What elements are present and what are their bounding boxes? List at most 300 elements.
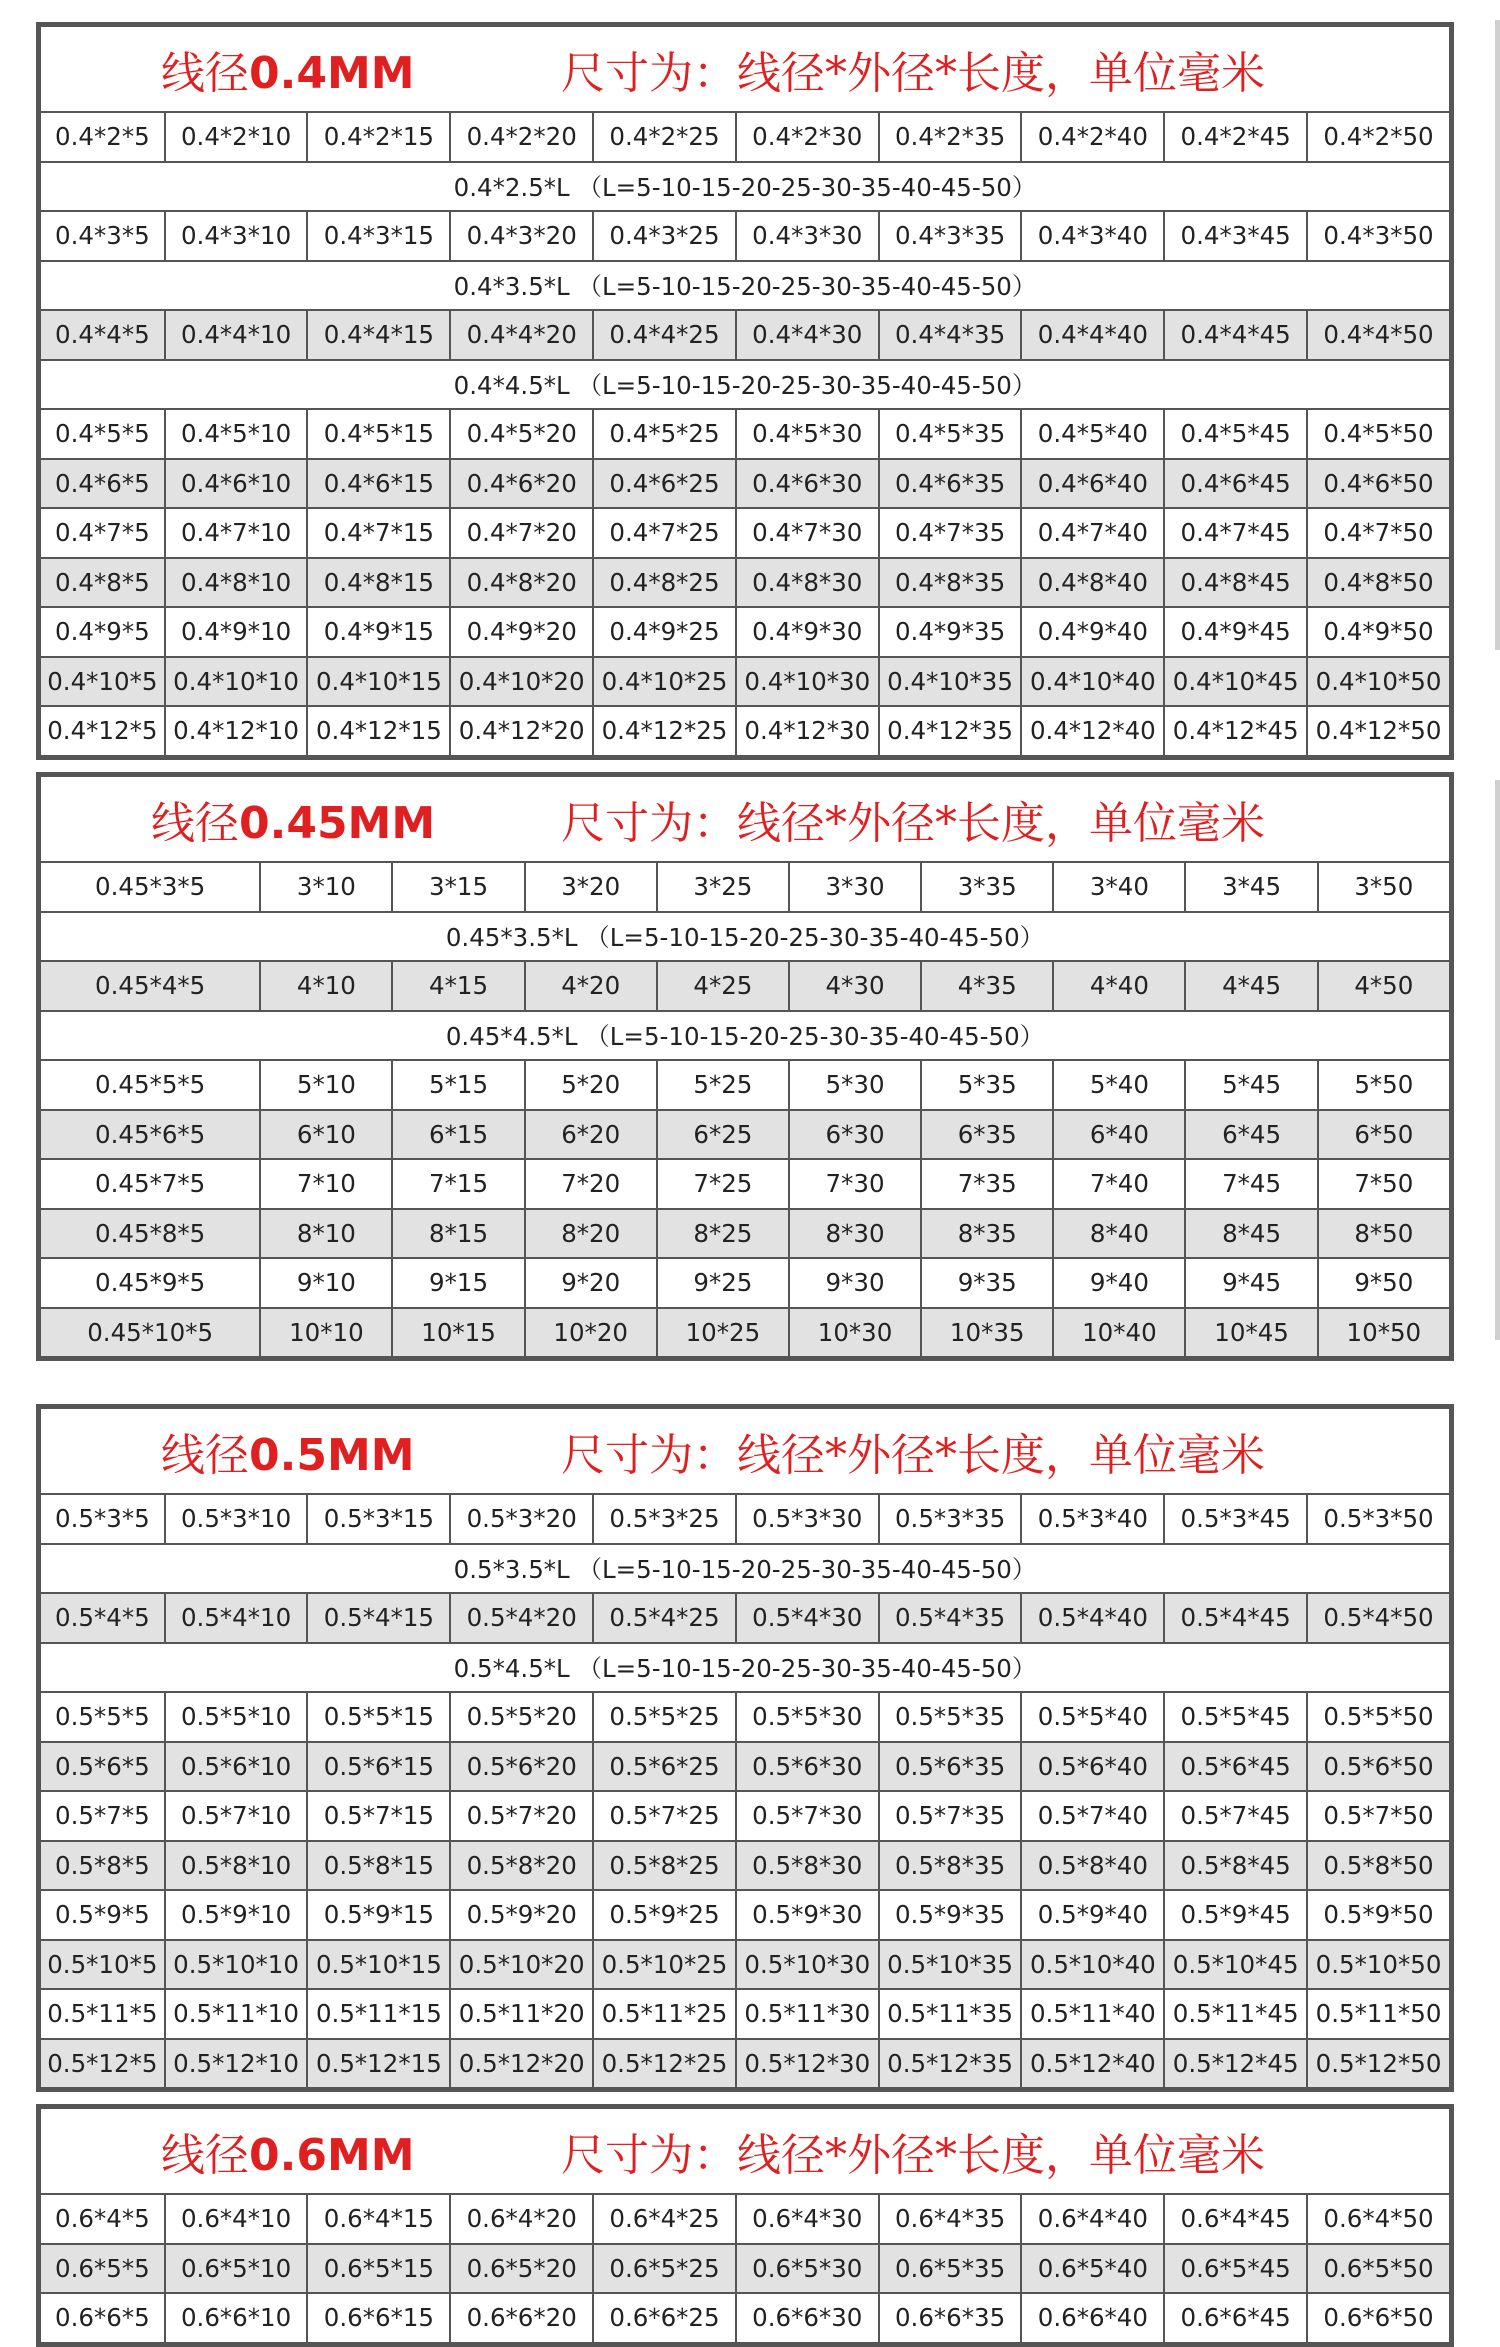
spec-cell: 0.4*8*35	[879, 558, 1022, 608]
spec-cell: 0.45*4*5	[40, 961, 260, 1011]
spec-cell: 0.5*9*35	[879, 1890, 1022, 1940]
table-row	[40, 607, 1450, 657]
spec-cell: 0.5*8*20	[450, 1841, 593, 1891]
spec-cell: 7*20	[525, 1159, 657, 1209]
spec-cell: 0.5*11*10	[165, 1989, 308, 2039]
spec-cell: 0.4*4*35	[879, 310, 1022, 360]
spec-cell: 0.4*7*5	[40, 508, 165, 558]
spec-cell: 0.5*4*15	[307, 1593, 450, 1643]
spec-cell: 0.45*7*5	[40, 1159, 260, 1209]
table-row	[40, 1159, 1450, 1209]
wire-diameter-label	[161, 1419, 415, 1483]
spec-cell: 0.4*9*10	[165, 607, 308, 657]
spec-cell: 0.45*8*5	[40, 1209, 260, 1259]
spec-cell: 0.4*2*30	[736, 112, 879, 162]
spec-cell: 0.4*2*25	[593, 112, 736, 162]
spec-cell: 0.4*3*25	[593, 211, 736, 261]
spec-cell: 0.6*4*15	[307, 2194, 450, 2244]
spec-cell: 0.4*6*5	[40, 459, 165, 509]
spec-cell: 7*25	[657, 1159, 789, 1209]
spec-cell: 10*15	[392, 1308, 524, 1358]
spec-cell: 0.5*7*45	[1164, 1791, 1307, 1841]
spec-cell: 0.5*12*35	[879, 2039, 1022, 2089]
spec-cell: 10*25	[657, 1308, 789, 1358]
spec-cell: 0.5*3*20	[450, 1494, 593, 1544]
wire-spec-table	[36, 22, 1454, 760]
table-row	[40, 862, 1450, 912]
spec-cell: 0.5*10*30	[736, 1940, 879, 1990]
spec-cell: 0.5*6*10	[165, 1742, 308, 1792]
spec-cell: 0.6*6*35	[879, 2293, 1022, 2343]
spec-cell: 0.6*4*10	[165, 2194, 308, 2244]
size-format-note: 尺寸为：线径*外径*长度，单位毫米	[561, 1430, 1265, 1481]
spec-cell: 4*10	[260, 961, 392, 1011]
spec-cell: 9*50	[1318, 1258, 1450, 1308]
spec-cell: 0.5*10*25	[593, 1940, 736, 1990]
spec-cell: 0.4*7*20	[450, 508, 593, 558]
spec-cell: 0.4*7*30	[736, 508, 879, 558]
spec-cell: 0.5*8*30	[736, 1841, 879, 1891]
spec-cell: 0.4*6*35	[879, 459, 1022, 509]
spec-cell: 9*20	[525, 1258, 657, 1308]
spec-cell: 0.4*2*20	[450, 112, 593, 162]
spec-cell: 5*40	[1053, 1060, 1185, 1110]
spec-cell: 0.4*7*50	[1307, 508, 1450, 558]
spec-cell: 0.6*6*20	[450, 2293, 593, 2343]
table-row	[40, 706, 1450, 756]
spec-cell: 9*25	[657, 1258, 789, 1308]
spec-cell: 0.4*12*50	[1307, 706, 1450, 756]
spec-cell: 0.5*6*20	[450, 1742, 593, 1792]
spec-cell: 0.4*10*35	[879, 657, 1022, 707]
spec-cell: 0.45*5*5	[40, 1060, 260, 1110]
spec-cell: 0.5*6*15	[307, 1742, 450, 1792]
table-row	[40, 1494, 1450, 1544]
spec-cell: 10*50	[1318, 1308, 1450, 1358]
table-title	[40, 776, 1450, 862]
spec-cell: 3*15	[392, 862, 524, 912]
spec-cell: 0.4*5*35	[879, 409, 1022, 459]
spec-cell: 0.4*5*25	[593, 409, 736, 459]
spec-cell: 0.5*5*15	[307, 1692, 450, 1742]
spec-cell: 6*45	[1185, 1110, 1317, 1160]
spec-cell: 0.4*3*5	[40, 211, 165, 261]
spec-cell: 0.4*2*35	[879, 112, 1022, 162]
table-title-row	[40, 2108, 1450, 2194]
spec-cell: 0.5*8*25	[593, 1841, 736, 1891]
spec-cell: 9*45	[1185, 1258, 1317, 1308]
spec-cell: 0.5*3*10	[165, 1494, 308, 1544]
spec-cell: 0.4*8*25	[593, 558, 736, 608]
spec-cell: 0.6*5*5	[40, 2244, 165, 2294]
spec-cell: 0.5*6*25	[593, 1742, 736, 1792]
spec-cell: 0.6*4*40	[1021, 2194, 1164, 2244]
spec-cell: 0.5*7*35	[879, 1791, 1022, 1841]
spec-cell: 0.5*4*25	[593, 1593, 736, 1643]
spec-cell: 0.5*7*5	[40, 1791, 165, 1841]
spec-cell: 6*50	[1318, 1110, 1450, 1160]
spec-cell: 0.4*7*40	[1021, 508, 1164, 558]
spec-cell: 0.45*3*5	[40, 862, 260, 912]
spec-cell: 0.4*5*50	[1307, 409, 1450, 459]
spec-cell: 0.5*8*10	[165, 1841, 308, 1891]
spec-cell: 0.45*9*5	[40, 1258, 260, 1308]
table-row	[40, 1890, 1450, 1940]
table-title-row	[40, 26, 1450, 112]
spec-cell: 10*20	[525, 1308, 657, 1358]
spec-cell: 0.45*6*5	[40, 1110, 260, 1160]
spec-cell: 6*20	[525, 1110, 657, 1160]
wire-diameter-prefix: 线径	[161, 2130, 249, 2181]
spec-cell: 0.4*9*45	[1164, 607, 1307, 657]
length-range-text: 0.5*3.5*L （L=5-10-15-20-25-30-35-40-45-50）	[40, 1544, 1450, 1594]
spec-cell: 0.5*4*10	[165, 1593, 308, 1643]
spec-cell: 8*15	[392, 1209, 524, 1259]
spec-cell: 3*10	[260, 862, 392, 912]
spec-cell: 0.4*3*40	[1021, 211, 1164, 261]
spec-cell: 0.4*3*10	[165, 211, 308, 261]
spec-cell: 0.6*5*50	[1307, 2244, 1450, 2294]
spec-cell: 5*15	[392, 1060, 524, 1110]
spec-cell: 5*25	[657, 1060, 789, 1110]
spec-cell: 0.5*11*20	[450, 1989, 593, 2039]
table-row	[40, 310, 1450, 360]
spec-cell: 0.5*12*5	[40, 2039, 165, 2089]
spec-cell: 3*40	[1053, 862, 1185, 912]
spec-cell: 0.5*7*25	[593, 1791, 736, 1841]
spec-cell: 0.4*3*30	[736, 211, 879, 261]
spec-cell: 4*40	[1053, 961, 1185, 1011]
spec-cell: 7*45	[1185, 1159, 1317, 1209]
spec-cell: 0.6*5*15	[307, 2244, 450, 2294]
spec-cell: 0.4*5*5	[40, 409, 165, 459]
spec-cell: 4*25	[657, 961, 789, 1011]
table-row	[40, 459, 1450, 509]
table-row	[40, 1692, 1450, 1742]
spec-cell: 0.5*4*40	[1021, 1593, 1164, 1643]
spec-cell: 0.6*4*35	[879, 2194, 1022, 2244]
wire-diameter-label	[161, 37, 415, 101]
spec-cell: 4*35	[921, 961, 1053, 1011]
table-row	[40, 211, 1450, 261]
spec-cell: 0.6*5*45	[1164, 2244, 1307, 2294]
spec-cell: 0.4*3*35	[879, 211, 1022, 261]
spec-cell: 4*45	[1185, 961, 1317, 1011]
spec-cell: 0.4*4*15	[307, 310, 450, 360]
table-row	[40, 409, 1450, 459]
spec-cell: 0.4*12*5	[40, 706, 165, 756]
spec-cell: 10*40	[1053, 1308, 1185, 1358]
spec-cell: 0.5*12*50	[1307, 2039, 1450, 2089]
spec-cell: 0.5*9*50	[1307, 1890, 1450, 1940]
spec-cell: 0.4*5*10	[165, 409, 308, 459]
spec-cell: 0.4*6*25	[593, 459, 736, 509]
table-row	[40, 961, 1450, 1011]
table-title-row	[40, 776, 1450, 862]
table-row	[40, 2039, 1450, 2089]
spec-cell: 0.4*9*50	[1307, 607, 1450, 657]
spec-cell: 3*35	[921, 862, 1053, 912]
spec-cell: 0.5*11*40	[1021, 1989, 1164, 2039]
spec-cell: 0.4*3*45	[1164, 211, 1307, 261]
spec-cell: 0.4*2*45	[1164, 112, 1307, 162]
spec-cell: 0.5*3*15	[307, 1494, 450, 1544]
spec-cell: 0.4*9*40	[1021, 607, 1164, 657]
spec-cell: 3*50	[1318, 862, 1450, 912]
spec-cell: 7*40	[1053, 1159, 1185, 1209]
spec-cell: 0.5*7*30	[736, 1791, 879, 1841]
table-row	[40, 1791, 1450, 1841]
spec-cell: 8*30	[789, 1209, 921, 1259]
spec-cell: 7*35	[921, 1159, 1053, 1209]
wire-diameter-label	[151, 787, 435, 851]
spec-cell: 0.5*10*10	[165, 1940, 308, 1990]
table-row	[40, 1060, 1450, 1110]
spec-cell: 0.4*5*15	[307, 409, 450, 459]
spec-cell: 0.6*5*35	[879, 2244, 1022, 2294]
spec-cell: 0.4*10*25	[593, 657, 736, 707]
wire-diameter-label	[161, 2119, 415, 2183]
spec-cell: 6*40	[1053, 1110, 1185, 1160]
wire-spec-table	[36, 772, 1454, 1361]
spec-cell: 0.5*11*50	[1307, 1989, 1450, 2039]
spec-cell: 0.5*5*20	[450, 1692, 593, 1742]
spec-cell: 0.6*6*5	[40, 2293, 165, 2343]
spec-cell: 0.5*6*45	[1164, 1742, 1307, 1792]
spec-cell: 0.5*9*40	[1021, 1890, 1164, 1940]
spec-cell: 6*35	[921, 1110, 1053, 1160]
spec-cell: 0.5*8*5	[40, 1841, 165, 1891]
length-range-row	[40, 1011, 1450, 1061]
spec-cell: 0.5*10*40	[1021, 1940, 1164, 1990]
spec-cell: 0.4*7*10	[165, 508, 308, 558]
table-title-row	[40, 1408, 1450, 1494]
spec-cell: 0.5*9*30	[736, 1890, 879, 1940]
spec-cell: 0.4*6*40	[1021, 459, 1164, 509]
spec-cell: 0.5*4*5	[40, 1593, 165, 1643]
length-range-text: 0.45*3.5*L （L=5-10-15-20-25-30-35-40-45-50）	[40, 912, 1450, 962]
spec-cell: 0.5*10*20	[450, 1940, 593, 1990]
spec-cell: 0.4*6*15	[307, 459, 450, 509]
wire-diameter-value: 0.6MM	[249, 2130, 415, 2181]
spec-cell: 0.4*2*50	[1307, 112, 1450, 162]
spec-cell: 0.5*10*50	[1307, 1940, 1450, 1990]
spec-cell: 5*20	[525, 1060, 657, 1110]
spec-cell: 0.4*8*5	[40, 558, 165, 608]
table-row	[40, 1940, 1450, 1990]
spec-cell: 0.4*7*45	[1164, 508, 1307, 558]
length-range-row	[40, 912, 1450, 962]
spec-cell: 0.4*8*45	[1164, 558, 1307, 608]
spec-cell: 0.6*4*50	[1307, 2194, 1450, 2244]
wire-diameter-prefix: 线径	[161, 1430, 249, 1481]
spec-cell: 0.4*8*30	[736, 558, 879, 608]
table-row	[40, 1593, 1450, 1643]
spec-cell: 4*20	[525, 961, 657, 1011]
table-row	[40, 1742, 1450, 1792]
spec-cell: 0.5*12*30	[736, 2039, 879, 2089]
spec-cell: 0.4*5*30	[736, 409, 879, 459]
length-range-text: 0.4*4.5*L （L=5-10-15-20-25-30-35-40-45-50）	[40, 360, 1450, 410]
spec-cell: 0.5*4*35	[879, 1593, 1022, 1643]
spec-cell: 7*10	[260, 1159, 392, 1209]
spec-cell: 0.5*8*15	[307, 1841, 450, 1891]
spec-cell: 0.4*10*50	[1307, 657, 1450, 707]
spec-cell: 6*25	[657, 1110, 789, 1160]
spec-cell: 0.5*12*25	[593, 2039, 736, 2089]
spec-cell: 0.4*5*45	[1164, 409, 1307, 459]
spec-cell: 8*45	[1185, 1209, 1317, 1259]
table-row	[40, 2293, 1450, 2343]
wire-diameter-prefix: 线径	[161, 48, 249, 99]
table-row	[40, 508, 1450, 558]
spec-cell: 0.5*9*5	[40, 1890, 165, 1940]
table-row	[40, 1258, 1450, 1308]
spec-cell: 0.5*9*20	[450, 1890, 593, 1940]
spec-cell: 0.6*6*25	[593, 2293, 736, 2343]
spec-cell: 9*40	[1053, 1258, 1185, 1308]
spec-cell: 0.4*9*25	[593, 607, 736, 657]
spec-cell: 0.5*10*5	[40, 1940, 165, 1990]
spec-cell: 0.4*8*20	[450, 558, 593, 608]
spec-cell: 0.5*6*35	[879, 1742, 1022, 1792]
spec-cell: 0.5*12*15	[307, 2039, 450, 2089]
spec-cell: 0.4*2*10	[165, 112, 308, 162]
spec-cell: 0.6*4*5	[40, 2194, 165, 2244]
spec-cell: 10*45	[1185, 1308, 1317, 1358]
spec-cell: 0.5*5*25	[593, 1692, 736, 1742]
spec-cell: 0.4*10*45	[1164, 657, 1307, 707]
spec-cell: 0.5*3*25	[593, 1494, 736, 1544]
wire-spec-table	[36, 2104, 1454, 2347]
wire-diameter-value: 0.45MM	[239, 798, 436, 849]
spec-cell: 8*25	[657, 1209, 789, 1259]
spec-cell: 5*30	[789, 1060, 921, 1110]
spec-cell: 0.5*12*45	[1164, 2039, 1307, 2089]
spec-cell: 8*50	[1318, 1209, 1450, 1259]
spec-cell: 5*10	[260, 1060, 392, 1110]
spec-cell: 3*20	[525, 862, 657, 912]
spec-cell: 0.5*10*45	[1164, 1940, 1307, 1990]
spec-cell: 0.4*4*5	[40, 310, 165, 360]
spec-cell: 0.5*5*35	[879, 1692, 1022, 1742]
length-range-text: 0.45*4.5*L （L=5-10-15-20-25-30-35-40-45-50）	[40, 1011, 1450, 1061]
spec-cell: 6*30	[789, 1110, 921, 1160]
spec-cell: 4*30	[789, 961, 921, 1011]
spec-cell: 0.5*5*50	[1307, 1692, 1450, 1742]
spec-cell: 0.4*6*10	[165, 459, 308, 509]
spec-cell: 0.4*10*20	[450, 657, 593, 707]
spec-cell: 0.4*8*15	[307, 558, 450, 608]
length-range-row	[40, 162, 1450, 212]
spec-cell: 0.5*8*40	[1021, 1841, 1164, 1891]
table-row	[40, 1841, 1450, 1891]
spec-cell: 0.5*11*15	[307, 1989, 450, 2039]
spec-cell: 7*15	[392, 1159, 524, 1209]
length-range-text: 0.4*2.5*L （L=5-10-15-20-25-30-35-40-45-50）	[40, 162, 1450, 212]
spec-cell: 0.5*11*45	[1164, 1989, 1307, 2039]
spec-cell: 0.5*5*5	[40, 1692, 165, 1742]
spec-cell: 0.5*10*15	[307, 1940, 450, 1990]
spec-cell: 8*40	[1053, 1209, 1185, 1259]
spec-cell: 0.6*5*20	[450, 2244, 593, 2294]
spec-cell: 0.45*10*5	[40, 1308, 260, 1358]
spec-cell: 0.5*7*40	[1021, 1791, 1164, 1841]
spec-cell: 0.4*4*10	[165, 310, 308, 360]
length-range-row	[40, 1643, 1450, 1693]
spec-cell: 0.4*2*15	[307, 112, 450, 162]
spec-cell: 0.4*12*40	[1021, 706, 1164, 756]
table-title	[40, 1408, 1450, 1494]
spec-cell: 0.5*12*40	[1021, 2039, 1164, 2089]
spec-cell: 0.4*12*20	[450, 706, 593, 756]
size-format-note: 尺寸为：线径*外径*长度，单位毫米	[561, 798, 1265, 849]
wire-diameter-value: 0.5MM	[249, 1430, 415, 1481]
spec-cell: 0.6*6*30	[736, 2293, 879, 2343]
spec-cell: 10*30	[789, 1308, 921, 1358]
spec-cell: 0.5*12*20	[450, 2039, 593, 2089]
spec-cell: 0.5*8*50	[1307, 1841, 1450, 1891]
spec-cell: 0.4*6*20	[450, 459, 593, 509]
spec-cell: 0.5*9*10	[165, 1890, 308, 1940]
table-row	[40, 1308, 1450, 1358]
spec-cell: 0.6*4*25	[593, 2194, 736, 2244]
spec-cell: 0.5*6*5	[40, 1742, 165, 1792]
spec-cell: 0.6*6*15	[307, 2293, 450, 2343]
spec-cell: 0.4*10*15	[307, 657, 450, 707]
spec-cell: 0.5*7*15	[307, 1791, 450, 1841]
spec-cell: 0.5*9*25	[593, 1890, 736, 1940]
spec-cell: 5*35	[921, 1060, 1053, 1110]
spec-cell: 0.6*4*20	[450, 2194, 593, 2244]
spec-cell: 0.4*7*35	[879, 508, 1022, 558]
spec-cell: 0.5*6*40	[1021, 1742, 1164, 1792]
spec-cell: 0.5*4*30	[736, 1593, 879, 1643]
spec-cell: 0.5*10*35	[879, 1940, 1022, 1990]
spec-cell: 0.4*4*40	[1021, 310, 1164, 360]
spec-cell: 0.5*11*25	[593, 1989, 736, 2039]
right-edge-mark	[1495, 780, 1500, 1340]
wire-diameter-value: 0.4MM	[249, 48, 415, 99]
spec-cell: 0.5*3*5	[40, 1494, 165, 1544]
spec-cell: 8*20	[525, 1209, 657, 1259]
spec-cell: 6*10	[260, 1110, 392, 1160]
spec-cell: 0.5*5*10	[165, 1692, 308, 1742]
spec-cell: 0.6*4*45	[1164, 2194, 1307, 2244]
spec-cell: 0.4*8*10	[165, 558, 308, 608]
spec-cell: 9*30	[789, 1258, 921, 1308]
spec-cell: 0.6*5*25	[593, 2244, 736, 2294]
spec-cell: 0.4*4*30	[736, 310, 879, 360]
spec-cell: 0.4*2*40	[1021, 112, 1164, 162]
spec-cell: 0.5*3*35	[879, 1494, 1022, 1544]
spec-cell: 0.5*4*50	[1307, 1593, 1450, 1643]
spec-cell: 4*15	[392, 961, 524, 1011]
spec-cell: 0.4*7*25	[593, 508, 736, 558]
spec-cell: 0.5*3*40	[1021, 1494, 1164, 1544]
size-format-note: 尺寸为：线径*外径*长度，单位毫米	[561, 48, 1265, 99]
table-row	[40, 1209, 1450, 1259]
spec-cell: 9*35	[921, 1258, 1053, 1308]
spec-cell: 10*35	[921, 1308, 1053, 1358]
spec-cell: 8*35	[921, 1209, 1053, 1259]
spec-cell: 10*10	[260, 1308, 392, 1358]
table-row	[40, 112, 1450, 162]
spec-cell: 0.4*10*30	[736, 657, 879, 707]
spec-cell: 0.6*5*30	[736, 2244, 879, 2294]
spec-cell: 0.4*4*20	[450, 310, 593, 360]
spec-cell: 0.4*3*20	[450, 211, 593, 261]
